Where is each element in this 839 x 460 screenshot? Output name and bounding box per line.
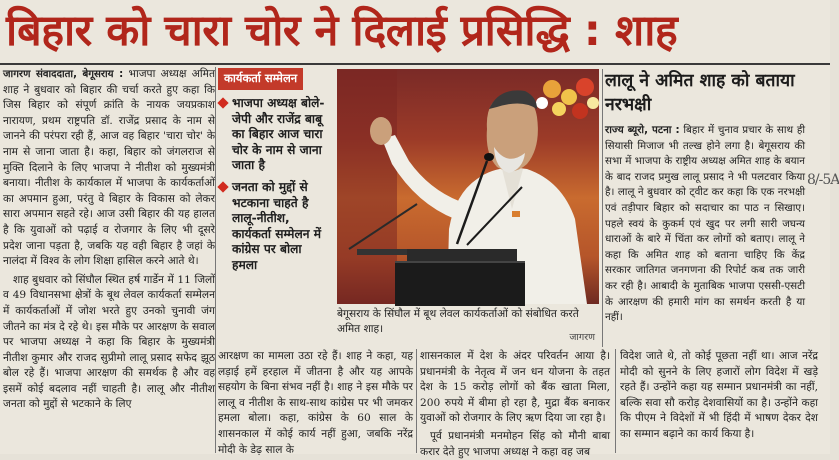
side-story-dateline: राज्य ब्यूरो, पटना : [605, 124, 680, 136]
column-divider [215, 67, 216, 453]
column-divider [602, 69, 603, 347]
main-headline: बिहार को चारा चोर ने दिलाई प्रसिद्धि : शाह [6, 6, 678, 56]
highlight-text-2: जनता को मुद्दों से भटकाना चाहते है लालू-नीतीश, कार्यकर्ता सम्मेलन में कांग्रेस पर बोला हमला [232, 179, 322, 272]
highlights-tag: कार्यकर्ता सम्मेलन [218, 68, 303, 90]
photo-caption-text: बेगूसराय के सिंघौल में बूथ लेवल कार्यकर्ताओं को संबोधित करते अमित शाह। [337, 308, 579, 335]
bottom-column-1 [218, 349, 413, 456]
handwritten-note: 8/-5A [807, 172, 839, 188]
photo-caption [337, 307, 599, 343]
main-story-text-1: भाजपा अध्यक्ष अमित शाह ने बुधवार को बिहार की चर्चा करते हुए कहा कि जिस बिहार को संपूर्ण क्रांति के नायक जयप्रकाश नारायण, प्रथम राष्ट्रपति डॉ. राजेंद्र प्रसाद के नाम से जानने की परंपरा रही हैं, आज वह बिहार 'चारा चोर' के नाम से जाना जाता है। कहा, बिहार को जंगलराज से मुक्ति दिलाने के लिए भाजपा ने नीतीश को मुख्यमंत्री बनाया। नीतीश के कार्यकाल में भाजपा के कार्यकर्ताओं का अपमान हुआ, परंतु वे बिहार के विकास को लेकर सारा अपमान सहते रहे। आज उसी बिहार की यह हालत है कि युवाओं को पढ़ाई व रोजगार के लिए भी दूसरे प्रदेश जाना पड़ता है, जबकि यह वही बिहार है जहां के नालंदा में विश्व के लोग शिक्षा हासिल करने आते थे। [3, 68, 215, 268]
main-story-dateline: जागरण संवाददाता, बेगूसराय : [3, 69, 124, 80]
highlight-text-1: भाजपा अध्यक्ष बोले-जेपी और राजेंद्र बाबू का बिहार आज चारा चोर के नाम से जाना जाता है [232, 96, 325, 173]
podium [395, 261, 525, 306]
highlights-box [218, 67, 330, 352]
highlight-item [218, 96, 330, 174]
bullet-diamond-icon [217, 97, 228, 108]
bottom-column-2-text-1: शासनकाल में देश के अंदर परिवर्तन आया है। प्रधानमंत्री के नेतृत्व में जन धन योजना के तहत देश के 15 करोड़ लोगों को बैंक खाता मिला, 200 रुपये में बीमा हो रहा है, मुद्रा बैंक बनाकर युवाओं को रोजगार के लिए ऋण दिया जा रहा है। [420, 350, 610, 425]
bullet-diamond-icon [217, 181, 228, 192]
photo-credit: जागरण [569, 331, 595, 343]
highlight-item [218, 180, 330, 274]
main-story-column [3, 67, 215, 453]
headline-rule [0, 63, 830, 65]
bottom-column-2-text-2: पूर्व प्रधानमंत्री मनमोहन सिंह को मौनी बाबा करार देते हुए भाजपा अध्यक्ष ने कहा वह जब [420, 429, 610, 458]
main-story-paragraph-2: शाह बुधवार को सिंघौल स्थित हर्ष गार्डेन में 11 जिलों व 49 विधानसभा क्षेत्रों के बूथ लेवल कार्यकर्ता सम्मेलन में कार्यकर्ताओं में जोश भरते हुए उनको चुनावी जंग जीतने का मंत्र दे रहे थे। इस मौके पर आरक्षण के सवाल पर भाजपा अध्यक्ष ने कहा कि बिहार के मुख्यमंत्री नीतीश कुमार और राजद सुप्रीमो लालू प्रसाद सफेद झूठ बोल रहे हैं। भाजपा आरक्षण की समर्थक है और वह इसमें कोई बदलाव नहीं चाहती है। लालू और नीतीश जनता को मुद्दों से भटकाने के लिए [3, 273, 215, 411]
side-story [605, 69, 805, 349]
column-divider [615, 349, 616, 453]
side-story-body [605, 123, 805, 326]
bottom-column-1-text: आरक्षण का मामला उठा रहे हैं। शाह ने कहा, यह लड़ाई हमें हरहाल में जीतना है और यह आपके सहयोग के बिना संभव नहीं है। शाह ने इस मौके पर लालू व नीतीश के साथ-साथ कांग्रेस पर भी जमकर हमला बोला। कहा, कांग्रेस के 60 साल के शासनकाल में कोई कार्य नहीं हुआ, जबकि नरेंद्र मोदी के डेढ़ साल के [218, 350, 413, 456]
bottom-column-2 [420, 349, 610, 458]
bottom-column-3 [620, 349, 818, 453]
side-story-text: बिहार में चुनाव प्रचार के साथ ही सियासी मिजाज भी तल्ख होने लगा है। बेगूसराय की सभा में भाजपा के राष्ट्रीय अध्यक्ष अमित शाह के बयान के बाद राजद प्रमुख लालू प्रसाद ने भी पलटवार किया है। लालू ने बुधवार को ट्वीट कर कहा कि एक नरभक्षी एवं तड़ीपार बिहार को सदाचार का पाठ न सिखाए। पहले स्वयं के कुकर्म एवं खुद पर लगी सारी जघन्य धाराओं के बारे में चिंता कर लोगों को बताए। लालू ने कहा कि अमित शाह को बताना चाहिए कि केंद्र सरकार जातिगत जनगणना की रिपोर्ट कब तक जारी कर रही है। आबादी के मुताबिक भाजपा एससी-एसटी के आरक्षण की हमारी मांग का समर्थन करती है या नहीं। [605, 124, 805, 324]
main-story-paragraph-1 [3, 67, 215, 270]
column-divider [416, 349, 417, 453]
speaker-photo [337, 69, 599, 304]
bottom-column-3-text: विदेश जाते थे, तो कोई पूछता नहीं था। आज नरेंद्र मोदी को सुनने के लिए हजारों लोग विदेश में खड़े रहते हैं। उन्होंने कहा यह सम्मान प्रधानमंत्री का नहीं, बल्कि सवा सौ करोड़ देशवासियों का है। उन्होंने कहा कि पीएम ने विदेशों में भी हिंदी में भाषण देकर देश का सम्मान बढ़ाने का कार्य किया है। [620, 350, 818, 440]
side-story-headline: लालू ने अमित शाह को बताया नरभक्षी [605, 71, 795, 115]
